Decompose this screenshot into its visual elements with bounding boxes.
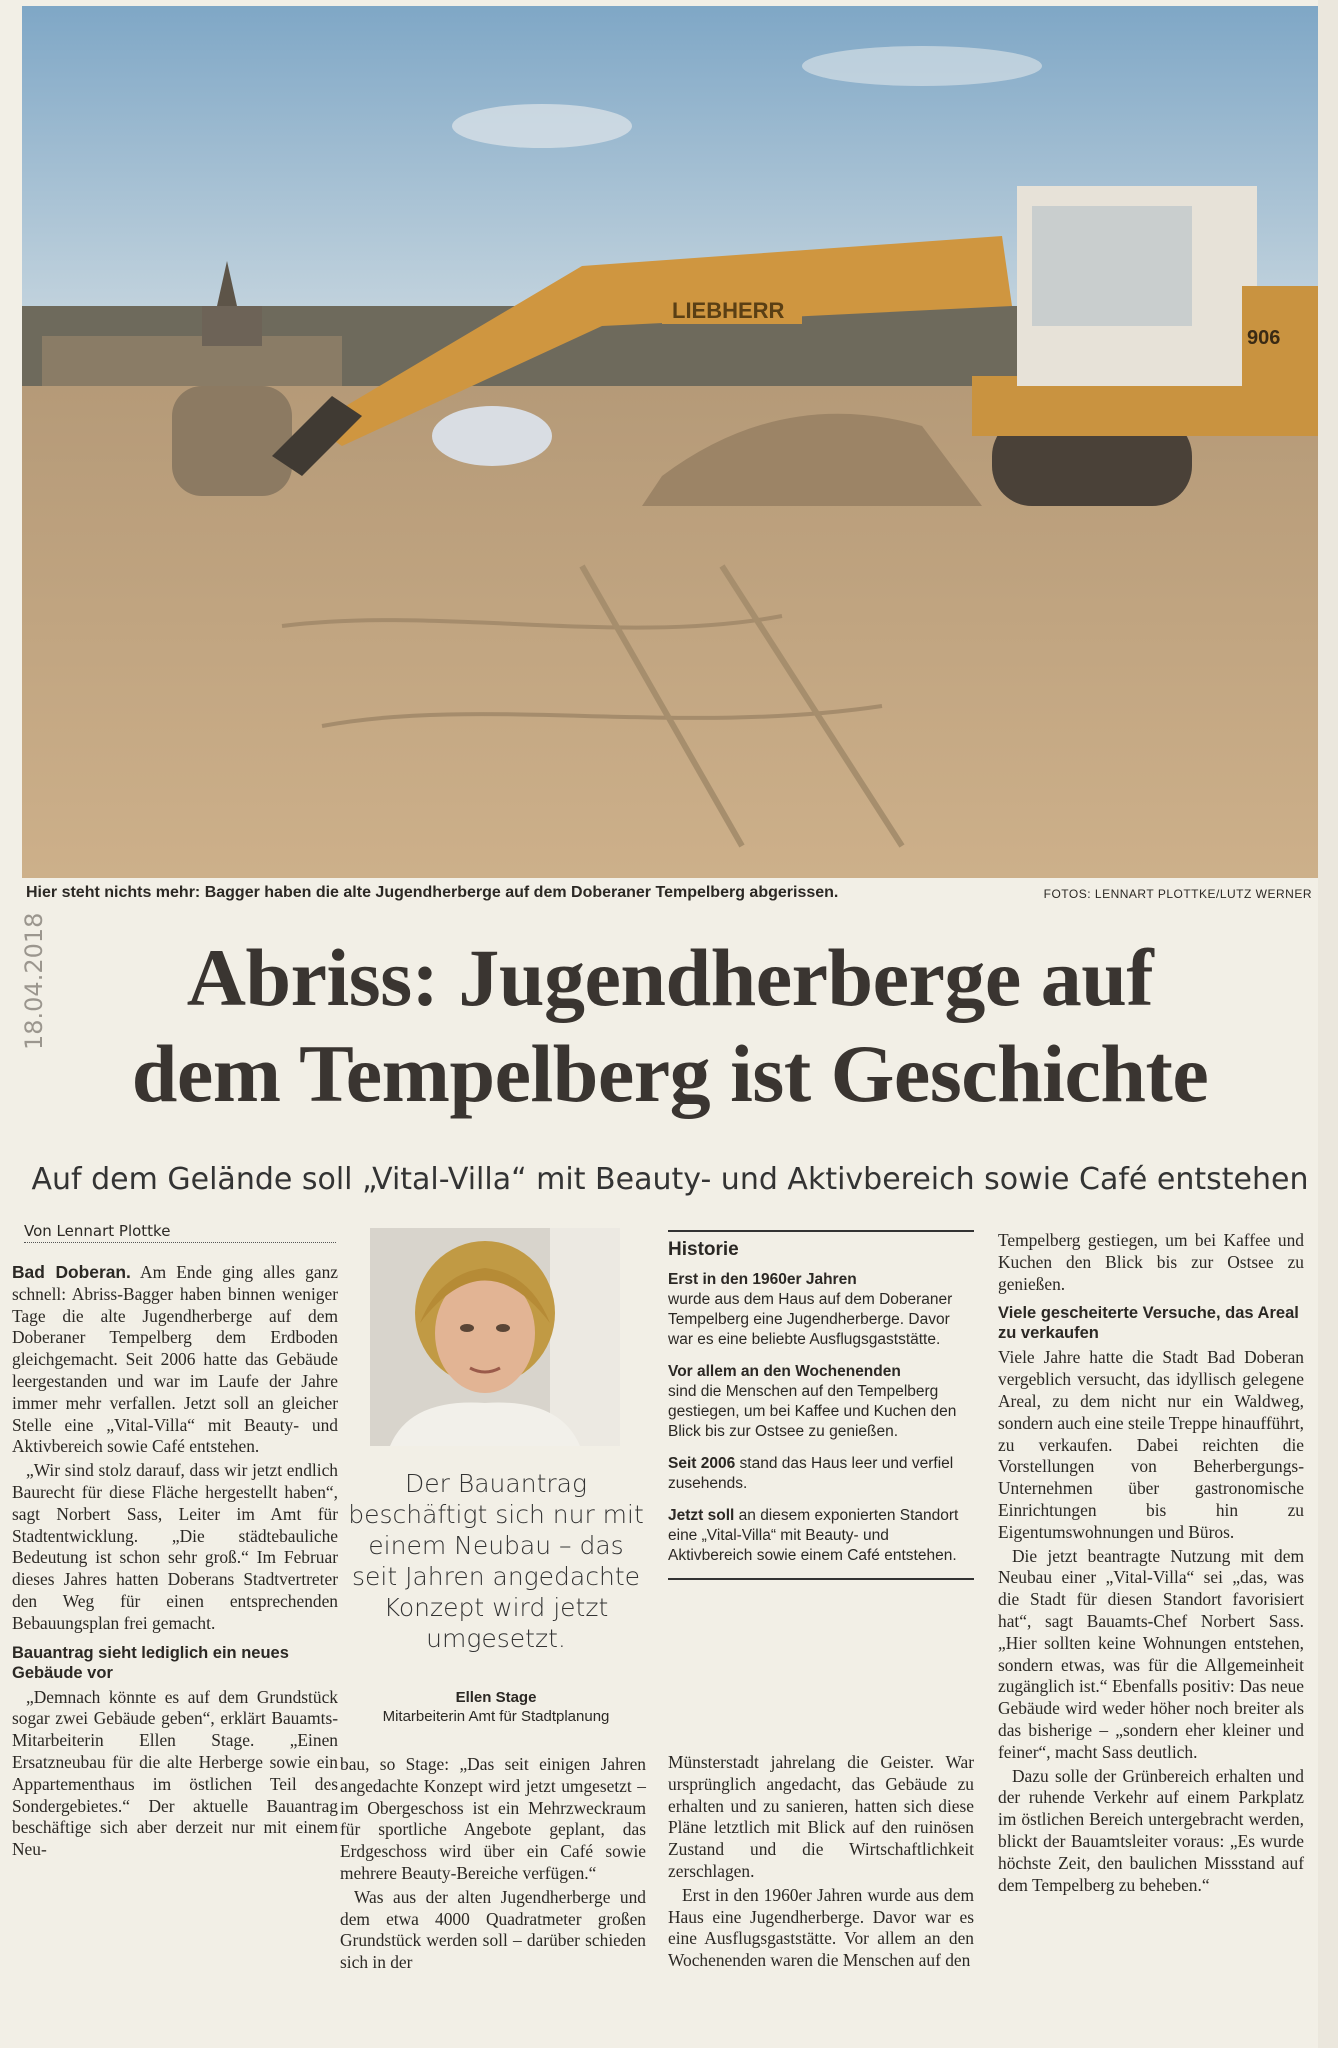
history-box (668, 1230, 974, 1580)
caption-text: Hier steht nichts mehr: Bagger haben die alte Jugendherberge auf dem Doberaner Tempelberg abgerissen. (26, 884, 839, 901)
history-top-rule (668, 1230, 974, 1232)
excavator-brand-label: LIEBHERR (672, 298, 785, 323)
column-3 (668, 1752, 974, 1974)
pull-quote: Der Bauantrag beschäftigt sich nur mit einem Neubau – das seit Jahren angedachte Konzept wird jetzt umgesetzt. (348, 1469, 644, 1653)
history-item-4-text: an diesem exponierten Standort eine „Vital-Villa“ mit Beauty- und Aktivbereich sowie einem Café entstehen. (668, 1507, 959, 1564)
history-item-1-text: wurde aus dem Haus auf dem Doberaner Tempelberg eine Jugendherberge. Davor war es eine beliebte Ausflugsgaststätte. (668, 1291, 953, 1348)
portrait-photo (370, 1228, 620, 1446)
portrait-image (370, 1228, 620, 1446)
excavator-model-label: 906 (1247, 327, 1281, 349)
col1-subhead: Bauantrag sieht lediglich ein neues Gebäude vor (12, 1643, 289, 1682)
dateline: Bad Doberan. (12, 1262, 131, 1282)
excavator-photo-image (22, 6, 1318, 878)
history-item-3-lead: Seit 2006 (668, 1455, 736, 1472)
column-2 (340, 1754, 646, 1976)
col1-paragraph-1: Am Ende ging alles ganz schnell: Abriss-Bagger haben binnen weniger Tage die alte Jugendherberge auf dem Doberaner Tempelberg dem Erdboden gleichgemacht. Seit 2006 hatte das Gebäude leergestanden und war im Laufe der Jahre immer mehr verfallen. Jetzt soll an gleicher Stelle eine „Vital-Villa“ mit Beauty- und Aktivbereich sowie Café entstehen. (12, 1262, 339, 1457)
col4-subhead: Viele gescheiterte Versuche, das Areal zu verkaufen (998, 1304, 1299, 1343)
history-item-2-text: sind die Menschen auf den Tempelberg gestiegen, um bei Kaffee und Kuchen den Blick bis zur Ostsee zu genießen. (668, 1383, 957, 1440)
history-item-1 (668, 1270, 974, 1350)
history-item-3 (668, 1454, 974, 1494)
col3-paragraph-2: Erst in den 1960er Jahren wurde aus dem Haus eine Jugendherberge. Davor war es eine Ausflugsgaststätte. Vor allem an den Wochenenden waren die Menschen auf den (668, 1884, 974, 1971)
excavator-photo (22, 6, 1318, 878)
history-item-1-lead: Erst in den 1960er Jahren (668, 1271, 857, 1288)
column-4 (998, 1230, 1304, 1898)
column-1 (12, 1262, 338, 1863)
history-item-2-lead: Vor allem an den Wochenenden (668, 1363, 901, 1380)
headline-line-2: dem Tempelberg ist Geschichte (131, 1028, 1209, 1119)
history-item-3-text: stand das Haus leer und verfiel zusehends. (668, 1455, 954, 1492)
history-bottom-rule (668, 1578, 974, 1580)
quote-attribution (346, 1688, 646, 1726)
quote-role: Mitarbeiterin Amt für Stadtplanung (382, 1708, 610, 1725)
col4-paragraph-3: Die jetzt beantragte Nutzung mit dem Neubau einer „Vital-Villa“ sei „das, was die Stadt für diesen Standort favorisiert hat“, sagt Bauamts-Chef Norbert Sass. „Hier sollten keine Wohnungen entstehen, sondern etwas, was für die Allgemeinheit zugänglich ist.“ Ebenfalls positiv: Das neue Gebäude wird weder höher noch breiter als das bisherige – „sondern eher kleiner und feiner“, macht Sass deutlich. (998, 1545, 1304, 1762)
col1-paragraph-2: „Wir sind stolz darauf, dass wir jetzt endlich Baurecht für diese Fläche hergestellt haben“, sagt Norbert Sass, Leiter im Amt für Stadtentwicklung. „Die städtebauliche Bedeutung ist schon sehr groß.“ Im Februar dieses Jahres hatten Doberans Stadtvertreter den Weg für einen entsprechenden Bebauungsplan frei gemacht. (12, 1460, 338, 1633)
col2-paragraph-2: Was aus der alten Jugendherberge und dem etwa 4000 Quadratmeter großen Grundstück werden soll – darüber schieden sich in der (340, 1886, 646, 1973)
col1-paragraph-3: „Demnach könnte es auf dem Grundstück sogar zwei Gebäude geben“, erklärt Bauamts-Mitarbeiterin Ellen Stage. „Einen Ersatzneubau für die alte Herberge sowie ein Appartementhaus im östlichen Teil des Sondergebietes.“ Der aktuelle Bauantrag beschäftige sich aber derzeit nur mit einem Neu- (12, 1686, 338, 1860)
headline-line-1: Abriss: Jugendherberge auf (186, 932, 1154, 1023)
col3-paragraph-1: Münsterstadt jahrelang die Geister. War ursprünglich angedacht, das Gebäude zu erhalten und zu sanieren, hatten sich diese Pläne letztlich mit Blick auf den ruinösen Zustand und die Wirtschaftlichkeit zerschlagen. (668, 1752, 974, 1881)
history-item-4 (668, 1506, 974, 1566)
col4-paragraph-2: Viele Jahre hatte die Stadt Bad Doberan vergeblich versucht, das idyllisch gelegene Areal, zu dem nicht nur ein Waldweg, sondern auch eine steile Treppe hinaufführt, zu verkaufen. Dabei reichten die Vorstellungen von Beherbergungs-Unternehmen über gastronomische Einrichtungen bis hin zu Eigentumswohnungen und Büros. (998, 1347, 1304, 1542)
headline (40, 930, 1300, 1122)
photo-credit: FOTOS: LENNART PLOTTKE/LUTZ WERNER (1043, 887, 1312, 901)
quote-name: Ellen Stage (455, 1689, 537, 1706)
col4-paragraph-4: Dazu solle der Grünbereich erhalten und der ruhende Verkehr auf einem Parkplatz im östlichen Bereich untergebracht werden, blickt der Bauamtsleiter voraus: „Es wurde höchste Zeit, den baulichen Missstand auf dem Tempelberg zu beheben.“ (998, 1765, 1304, 1895)
photo-caption (26, 884, 1316, 908)
col4-paragraph-1: Tempelberg gestiegen, um bei Kaffee und Kuchen den Blick bis zur Ostsee zu genießen. (998, 1230, 1304, 1294)
page-edge (1318, 0, 1338, 2048)
byline: Von Lennart Plottke (24, 1222, 336, 1243)
handwritten-date: 18.04.2018 (20, 912, 48, 1050)
history-title: Historie (668, 1239, 739, 1260)
history-item-2 (668, 1362, 974, 1442)
col2-paragraph-1: bau, so Stage: „Das seit einigen Jahren angedachte Konzept wird jetzt umgesetzt – im Obergeschoss ist ein Mehrzweckraum für sportliche Angebote geplant, das Erdgeschoss wird über ein Café sowie mehrere Beauty-Bereiche verfügen.“ (340, 1754, 646, 1883)
subheadline: Auf dem Gelände soll „Vital-Villa“ mit Beauty- und Aktivbereich sowie Café entstehen (31, 1162, 1309, 1197)
history-item-4-lead: Jetzt soll (668, 1507, 735, 1524)
